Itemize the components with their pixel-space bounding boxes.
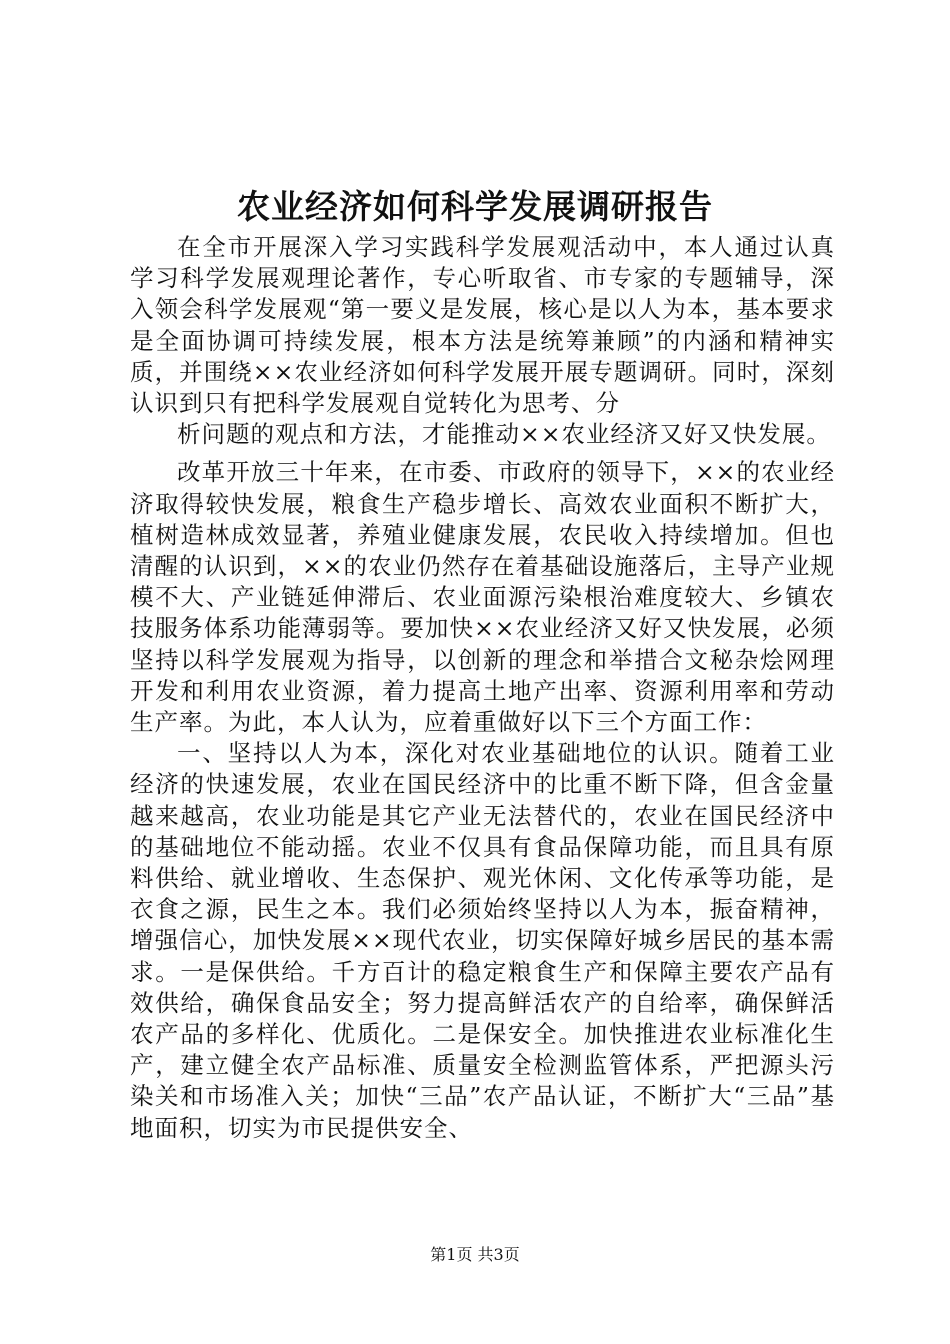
paragraph-section-one: 一、坚持以人为本，深化对农业基础地位的认识。随着工业经济的快速发展，农业在国民经济中的比重不断下降，但含金量越来越高，农业功能是其它产业无法替代的，农业在国民经济中的基础地位不能动摇。农业不仅具有食品保障功能，而且具有原料供给、就业增收、生态保护、观光休闲、文化传承等功能，是衣食之源，民生之本。我们必须始终坚持以人为本，振奋精神，增强信心，加快发展××现代农业，切实保障好城乡居民的基本需求。一是保供给。千方百计的稳定粮食生产和保障主要农产品有效供给，确保食品安全；努力提高鲜活农产的自给率，确保鲜活农产品的多样化、优质化。二是保安全。加快推进农业标准化生产，建立健全农产品标准、质量安全检测监管体系，严把源头污染关和市场准入关；加快“三品”农产品认证，不断扩大“三品”基地面积，切实为市民提供安全、 — [130, 739, 835, 1142]
paragraph-background: 改革开放三十年来，在市委、市政府的领导下，××的农业经济取得较快发展，粮食生产稳步增长、高效农业面积不断扩大，植树造林成效显著，养殖业健康发展，农民收入持续增加。但也清醒的认识到，××的农业仍然存在着基础设施落后，主导产业规模不大、产业链延伸滞后、农业面源污染根治难度较大、乡镇农技服务体系功能薄弱等。要加快××农业经济又好又快发展，必须坚持以科学发展观为指导，以创新的理念和举措合文秘杂烩网理开发和利用农业资源，着力提高土地产出率、资源利用率和劳动生产率。为此，本人认为，应着重做好以下三个方面工作： — [130, 458, 835, 737]
document-title: 农业经济如何科学发展调研报告 — [237, 187, 713, 226]
paragraph-intro-continued: 析问题的观点和方法，才能推动××农业经济又好又快发展。 — [177, 420, 831, 449]
page-footer: 第1页 共3页 — [430, 1245, 520, 1264]
paragraph-intro: 在全市开展深入学习实践科学发展观活动中，本人通过认真学习科学发展观理论著作，专心听取省、市专家的专题辅导，深入领会科学发展观“第一要义是发展，核心是以人为本，基本要求是全面协调可持续发展，根本方法是统筹兼顾”的内涵和精神实质，并围绕××农业经济如何科学发展开展专题调研。同时，深刻认识到只有把科学发展观自觉转化为思考、分 — [130, 233, 835, 418]
document-body — [130, 232, 835, 1144]
